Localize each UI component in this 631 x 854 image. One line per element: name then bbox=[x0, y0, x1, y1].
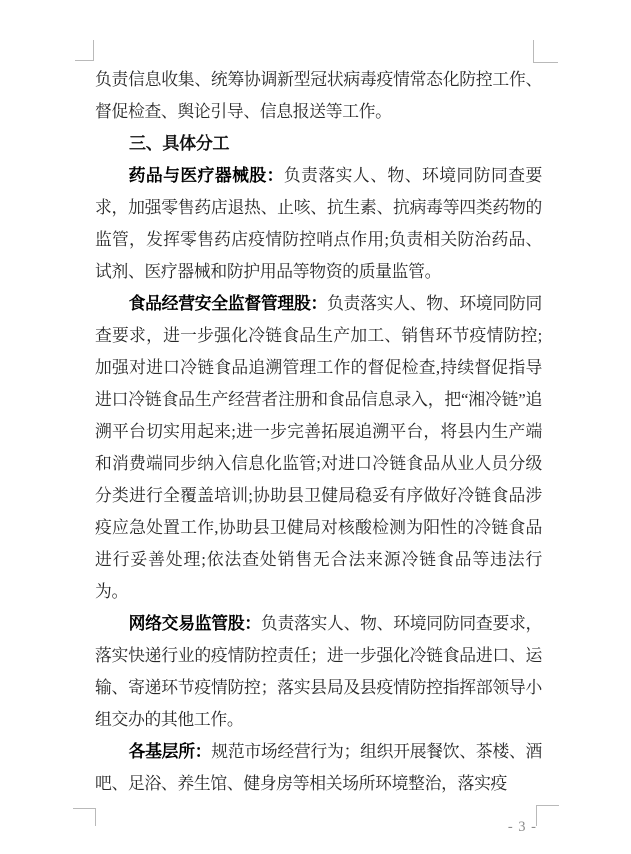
paragraph-dept-food-safety bbox=[95, 288, 542, 608]
paragraph-dept-pharma-devices bbox=[95, 160, 542, 288]
dept-duties-online-trade: 负责落实人、物、环境同防同查要求，落实快递行业的疫情防控责任；进一步强化冷链食品进口、运输、寄递环节疫情防控；落实县局及县疫情防控指挥部领导小组交办的其他工作。 bbox=[95, 614, 542, 729]
page-number: - 3 - bbox=[507, 819, 537, 835]
paragraph-continuation-text: 负责信息收集、统筹协调新型冠状病毒疫情常态化防控工作、督促检查、舆论引导、信息报送等工作。 bbox=[95, 70, 542, 121]
dept-name-pharma-devices: 药品与医疗器械股： bbox=[128, 166, 284, 185]
dept-duties-grassroots-offices: 规范市场经营行为；组织开展餐饮、茶楼、酒吧、足浴、养生馆、健身房等相关场所环境整治，落实疫 bbox=[95, 742, 542, 793]
crop-mark-top-right-icon bbox=[533, 40, 558, 63]
dept-name-food-safety: 食品经营安全监督管理股： bbox=[128, 294, 328, 313]
paragraph-dept-online-trade bbox=[95, 608, 542, 736]
paragraph-continuation bbox=[95, 64, 542, 128]
crop-mark-bottom-right-icon bbox=[536, 805, 559, 826]
crop-mark-top-left-icon bbox=[75, 40, 94, 61]
dept-name-online-trade: 网络交易监管股： bbox=[128, 614, 261, 633]
paragraph-dept-grassroots-offices bbox=[95, 736, 542, 800]
dept-duties-food-safety: 负责落实人、物、环境同防同查要求，进一步强化冷链食品生产加工、销售环节疫情防控;加强对进口冷链食品追溯管理工作的督促检查,持续督促指导进口冷链食品生产经营者注册和食品信息录入，把“湘冷链”追溯平台切实用起来;进一步完善拓展追溯平台，将县内生产端和消费端同步纳入信息化监管;对进口冷链食品从业人员分级分类进行全覆盖培训;协助县卫健局稳妥有序做好冷链食品涉疫应急处置工作,协助县卫健局对核酸检测为阳性的冷链食品进行妥善处理;依法查处销售无合法来源冷链食品等违法行为。 bbox=[95, 294, 542, 601]
crop-mark-bottom-left-icon bbox=[73, 808, 96, 826]
document-body bbox=[95, 64, 542, 800]
section-heading-text: 三、具体分工 bbox=[129, 134, 230, 153]
section-heading bbox=[95, 128, 542, 160]
dept-duties-pharma-devices: 负责落实人、物、环境同防同查要求，加强零售药店退热、止咳、抗生素、抗病毒等四类药物的监管，发挥零售药店疫情防控哨点作用;负责相关防治药品、试剂、医疗器械和防护用品等物资的质量监管。 bbox=[95, 166, 542, 281]
dept-name-grassroots-offices: 各基层所： bbox=[128, 742, 212, 761]
